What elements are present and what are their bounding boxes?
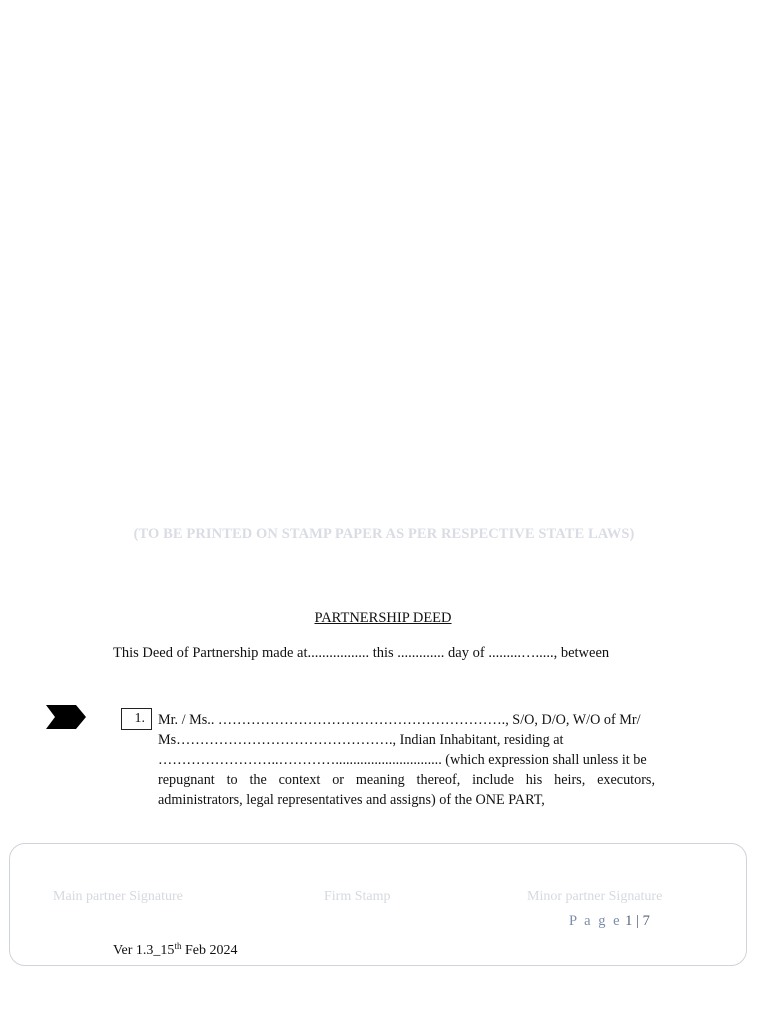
- party-clause-line: ……………………..………….............................. (which expression shall unless it be: [158, 752, 647, 768]
- main-partner-signature-label: Main partner Signature: [53, 889, 183, 904]
- page-total: 7: [642, 913, 650, 929]
- party-number-box: 1.: [121, 708, 152, 730]
- chevron-arrow-icon: [46, 705, 86, 729]
- page-separator: |: [632, 913, 643, 929]
- party-clause: [158, 710, 655, 810]
- page-label: P a g e: [569, 913, 622, 929]
- party-clause-line: Ms………………………………………., Indian Inhabitant, residing at: [158, 732, 564, 748]
- party-clause-line: Mr. / Ms.. ……………………………………………………., S/O, D/O, W/O of Mr/: [158, 712, 641, 728]
- version-label: [113, 943, 237, 959]
- version-superscript: th: [174, 941, 182, 951]
- party-clause-line: administrators, legal representatives and assigns) of the ONE PART,: [158, 792, 545, 808]
- deed-intro-line: This Deed of Partnership made at................. this ............. day of .........…....., between: [113, 645, 610, 661]
- version-prefix: Ver 1.3_15: [113, 943, 175, 958]
- minor-partner-signature-label: Minor partner Signature: [527, 889, 663, 904]
- page-current: 1: [625, 913, 633, 929]
- stamp-paper-notice: (TO BE PRINTED ON STAMP PAPER AS PER RESPECTIVE STATE LAWS): [133, 526, 635, 542]
- deed-title: PARTNERSHIP DEED: [314, 610, 452, 626]
- version-suffix: Feb 2024: [181, 943, 238, 958]
- party-clause-line: repugnant to the context or meaning thereof, include his heirs, executors,: [158, 772, 655, 788]
- firm-stamp-label: Firm Stamp: [324, 889, 391, 904]
- page-number: [569, 913, 650, 930]
